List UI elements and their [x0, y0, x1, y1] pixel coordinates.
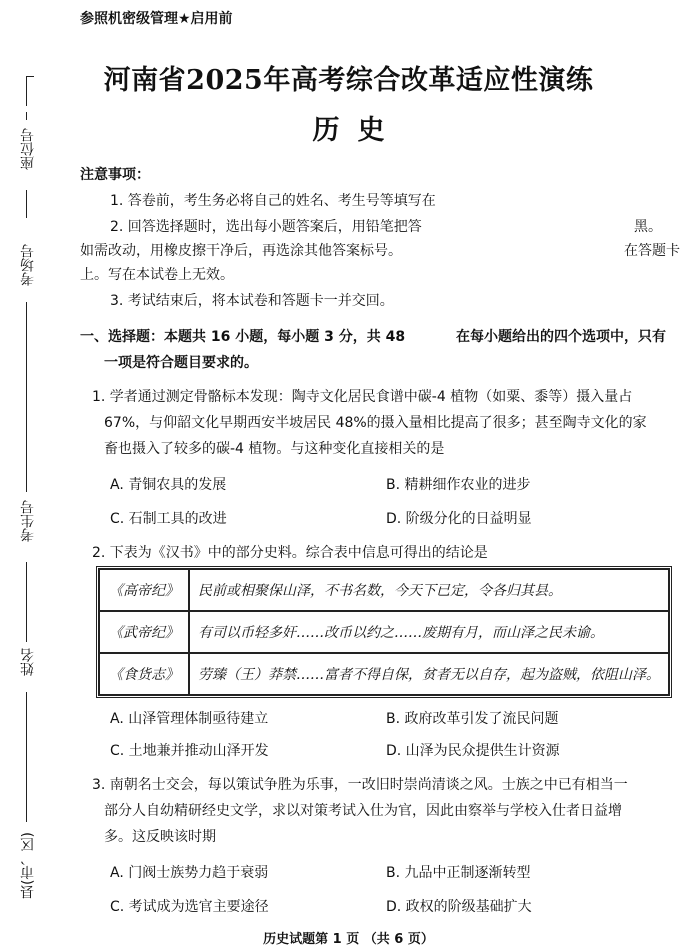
q1-option-b: B. 精耕细作农业的进步 [386, 477, 531, 493]
notice-item-1: 1. 答卷前，考生务必将自己的姓名、考生号等填写在 [110, 193, 436, 209]
q2-option-d: D. 山泽为民众提供生计资源 [386, 743, 560, 759]
q1-stem: 67%，与仰韶文化早期西安半坡居民 48%的摄入量相比提高了很多；甚至陶寺文化的家 [104, 415, 647, 431]
section-heading-tail: 一项是符合题目要求的。 [104, 355, 258, 371]
notice-item-3: 3. 考试结束后，将本试卷和答题卡一并交回。 [110, 293, 394, 309]
q2-stem: 2. 下表为《汉书》中的部分史料。综合表中信息可得出的结论是 [92, 545, 488, 561]
q2-option-b: B. 政府改革引发了流民问题 [386, 711, 559, 727]
name-label: 姓名 [20, 648, 36, 676]
section-heading: 一、选择题：本题共 16 小题，每小题 3 分，共 48 [80, 329, 406, 345]
notice-item-2: 2. 回答选择题时，选出每小题答案后，用铅笔把答 [110, 219, 422, 235]
binding-line [26, 190, 27, 218]
table-row [99, 653, 669, 695]
table-source: 《武帝纪》 [99, 611, 189, 653]
notice-heading: 注意事项： [80, 167, 150, 183]
q2-option-a: A. 山泽管理体制亟待建立 [110, 711, 269, 727]
q3-stem: 部分人自幼精研经史文学，求以对策考试入仕为官，因此由察举与学校入仕者日益增 [104, 803, 622, 819]
notice-item-2-cont-end: 在答题卡 [624, 243, 680, 259]
q2-option-c: C. 土地兼并推动山泽开发 [110, 743, 269, 759]
table-quote: 劳臻（王）莽禁……富者不得自保，贫者无以自存，起为盗贼，依阻山泽。 [189, 653, 669, 695]
exam-room-label: 考场号 [20, 244, 36, 286]
binding-line [26, 692, 27, 822]
q1-stem: 1. 学者通过测定骨骼标本发现：陶寺文化居民食谱中碳-4 植物（如粟、黍等）摄入量占 [92, 389, 633, 405]
county-label: 县(市、区) [20, 832, 36, 899]
table-row [99, 611, 669, 653]
binding-line [26, 112, 27, 120]
q3-option-c: C. 考试成为选官主要途径 [110, 899, 269, 915]
q3-stem: 多。这反映该时期 [104, 829, 216, 845]
table-source: 《高帝纪》 [99, 569, 189, 611]
subject-title: 历史 [312, 115, 403, 146]
q3-stem: 3. 南朝名士交会，每以策试争胜为乐事，一改旧时崇尚清谈之风。士族之中已有相当一 [92, 777, 628, 793]
q1-option-c: C. 石制工具的改进 [110, 511, 227, 527]
table-source: 《食货志》 [99, 653, 189, 695]
table-quote: 民前或相聚保山泽，不书名数，今天下已定，令各归其县。 [189, 569, 669, 611]
notice-item-2-end: 黑。 [634, 219, 662, 235]
binding-line [26, 76, 27, 106]
table-row [99, 569, 669, 611]
table-quote: 有司以币轻多奸……改币以约之……废期有月，而山泽之民未谕。 [189, 611, 669, 653]
confidentiality-label: 参照机密级管理★启用前 [80, 11, 233, 27]
source-table [96, 566, 672, 698]
page-footer: 历史试题第 1 页 （共 6 页） [263, 932, 434, 947]
q1-stem: 畜也摄入了较多的碳-4 植物。与这种变化直接相关的是 [104, 441, 445, 457]
candidate-number-label: 考生号 [20, 500, 36, 542]
binding-line [26, 302, 27, 492]
q1-option-a: A. 青铜农具的发展 [110, 477, 227, 493]
notice-item-2-cont: 如需改动，用橡皮擦干净后，再选涂其他答案标号。 [80, 243, 402, 259]
q3-option-d: D. 政权的阶级基础扩大 [386, 899, 532, 915]
binding-line [26, 562, 27, 642]
exam-title: 河南省2025年高考综合改革适应性演练 [103, 65, 594, 96]
section-heading-cont: 在每小题给出的四个选项中，只有 [456, 329, 666, 345]
seat-number-label: 座位号 [20, 128, 36, 170]
notice-item-2-tail: 上。写在本试卷上无效。 [80, 267, 234, 283]
binding-tick [26, 76, 34, 77]
q3-option-a: A. 门阀士族势力趋于衰弱 [110, 865, 269, 881]
q3-option-b: B. 九品中正制逐渐转型 [386, 865, 531, 881]
q1-option-d: D. 阶级分化的日益明显 [386, 511, 532, 527]
